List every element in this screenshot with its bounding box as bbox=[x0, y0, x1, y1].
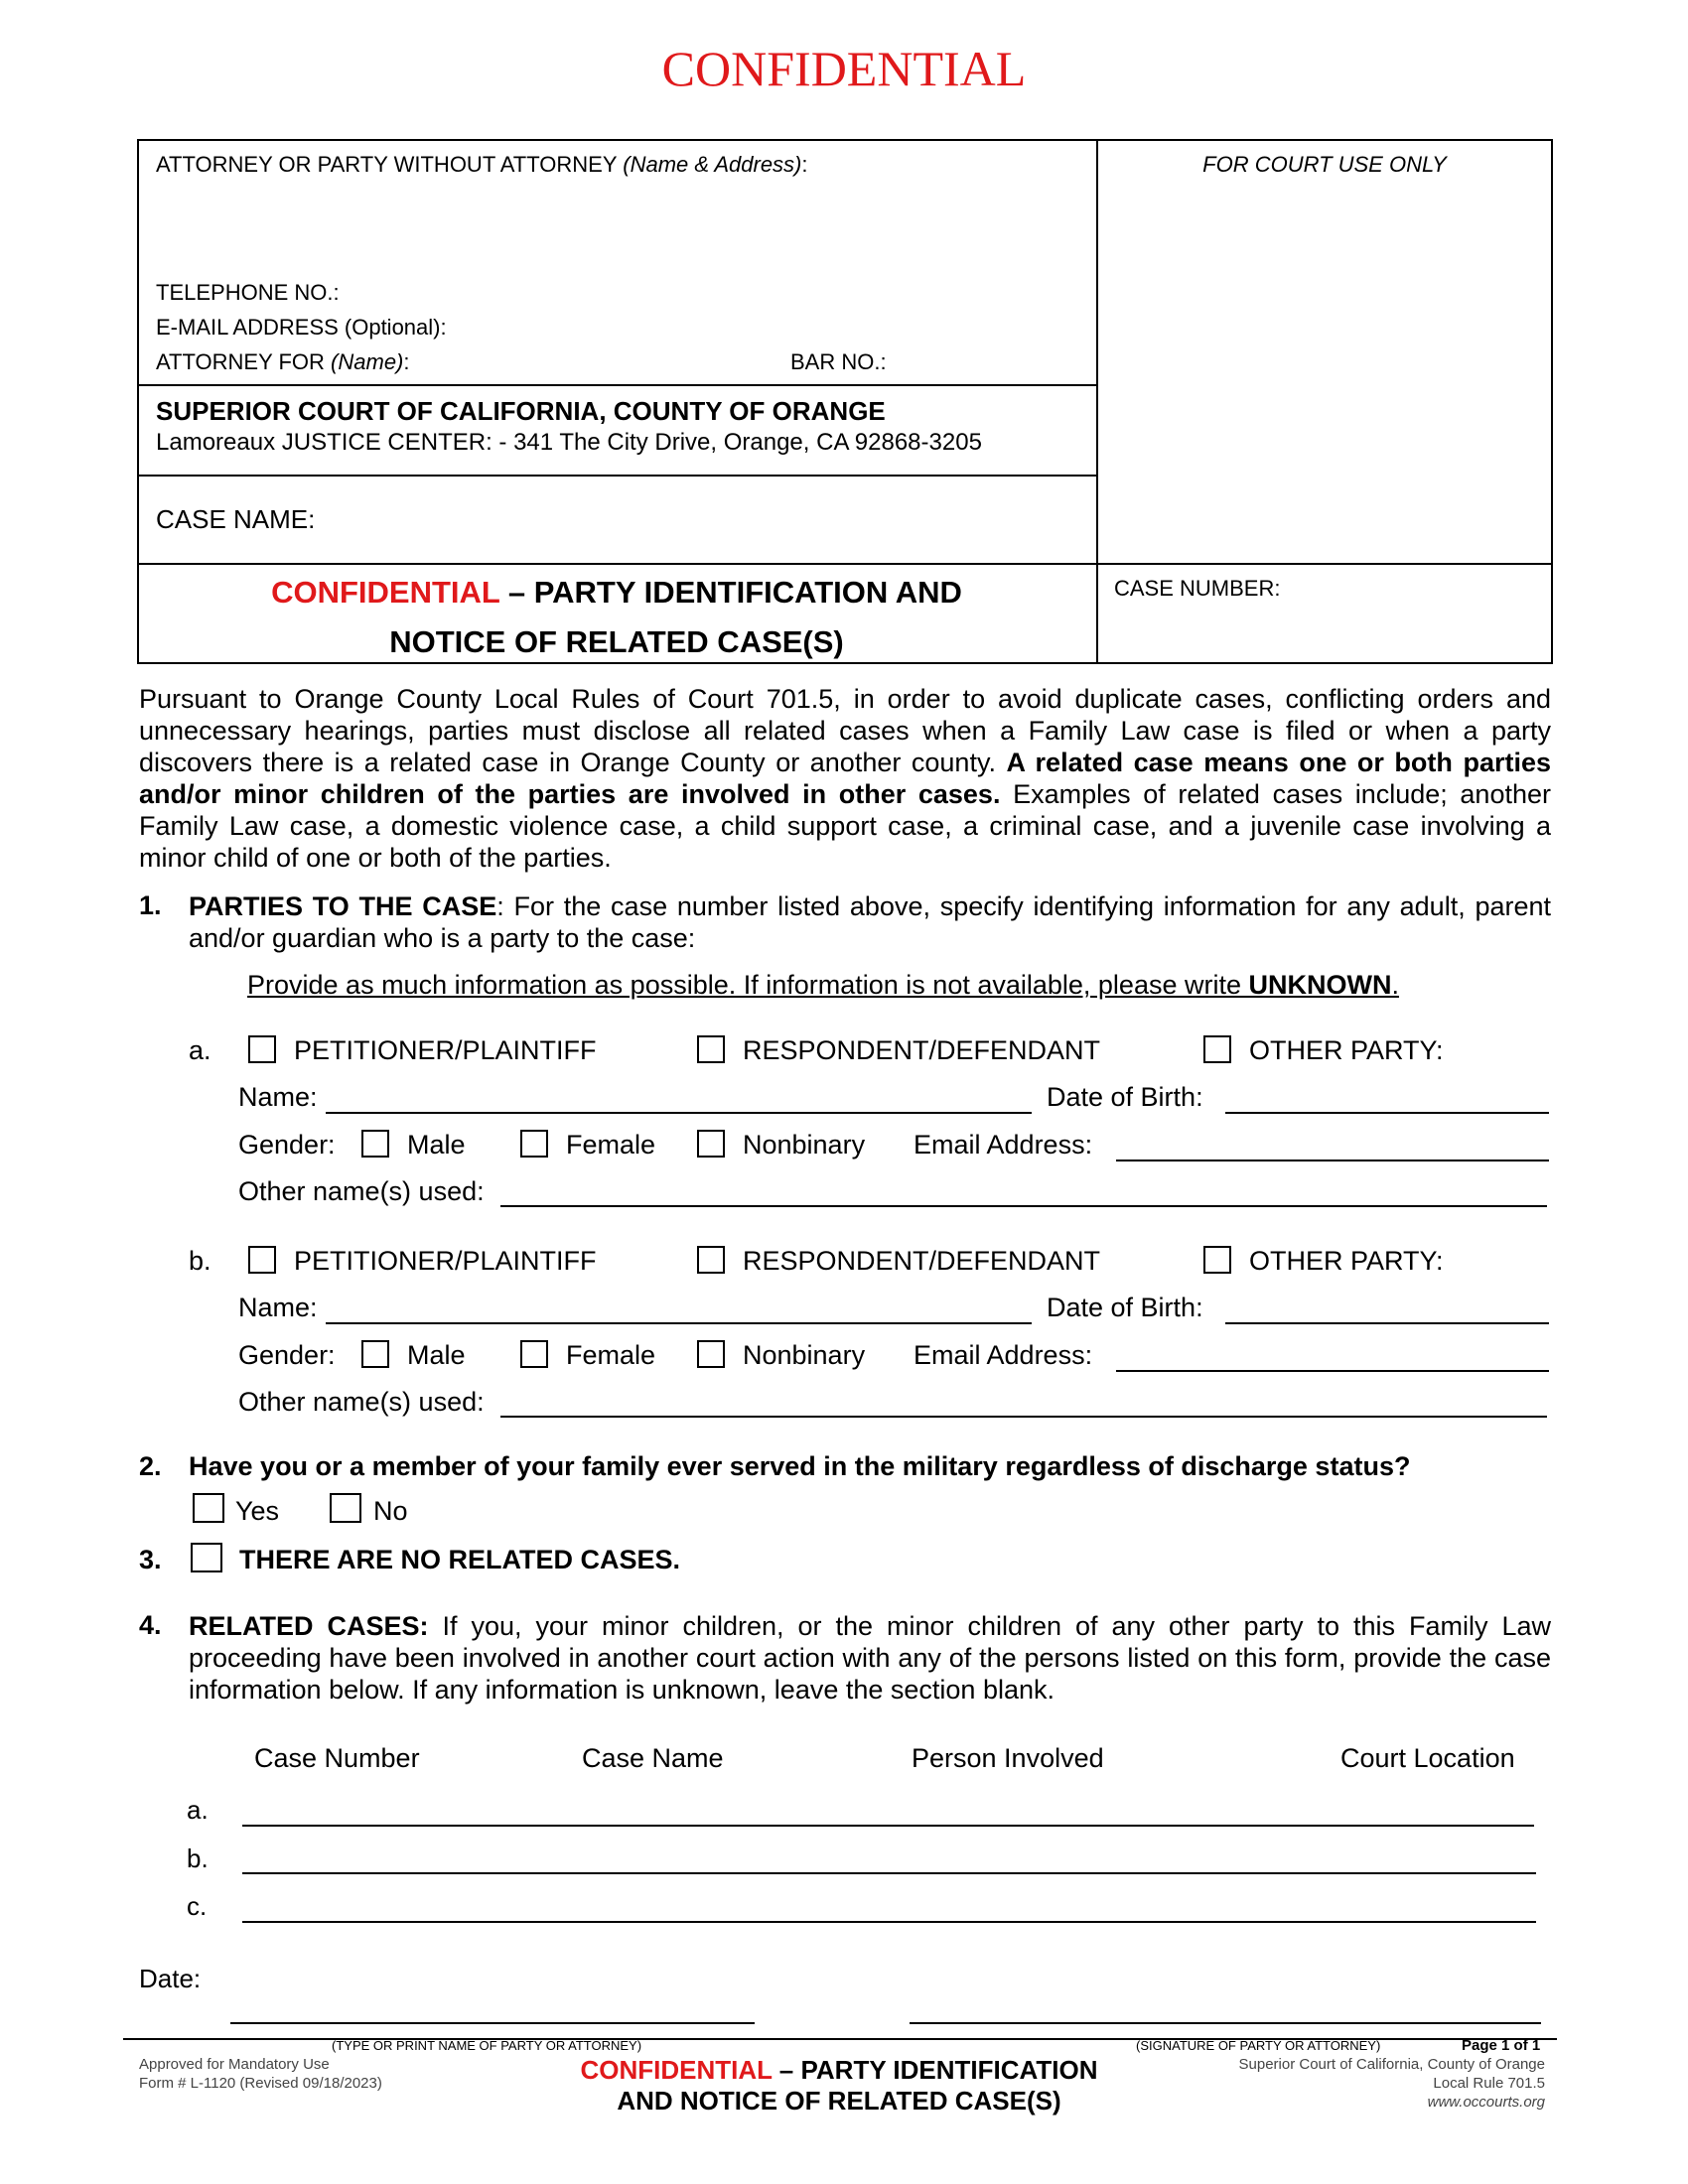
nonbinary-checkbox[interactable] bbox=[697, 1130, 725, 1158]
other-names-label: Other name(s) used: bbox=[238, 1176, 485, 1206]
female-checkbox[interactable] bbox=[520, 1130, 548, 1158]
female-label: Female bbox=[566, 1340, 656, 1370]
footer-form-title: CONFIDENTIAL – PARTY IDENTIFICATION AND NOTICE OF RELATED CASE(S) bbox=[580, 2055, 1098, 2116]
caption-divider-vertical bbox=[1096, 139, 1098, 664]
date-label: Date: bbox=[139, 1964, 202, 1993]
dob-field[interactable] bbox=[1225, 1322, 1549, 1324]
military-no-label: No bbox=[373, 1496, 408, 1526]
section-2-number: 2. bbox=[139, 1451, 162, 1481]
attorney-label: ATTORNEY OR PARTY WITHOUT ATTORNEY (Name & Address): bbox=[156, 152, 808, 177]
related-case-row-letter: b. bbox=[187, 1843, 209, 1873]
dob-field[interactable] bbox=[1225, 1112, 1549, 1114]
no-related-cases-label: THERE ARE NO RELATED CASES. bbox=[239, 1545, 681, 1574]
related-case-row-letter: a. bbox=[187, 1795, 209, 1825]
email-label: E-MAIL ADDRESS (Optional): bbox=[156, 315, 447, 340]
section-1-text: PARTIES TO THE CASE: For the case number listed above, specify identifying information for any adult, parent and/or guardian who is a party to the case: bbox=[189, 891, 1551, 953]
section-3-number: 3. bbox=[139, 1545, 162, 1574]
footer-rule: Local Rule 701.5 bbox=[1433, 2075, 1545, 2092]
gender-label: Gender: bbox=[238, 1130, 336, 1160]
court-name: SUPERIOR COURT OF CALIFORNIA, COUNTY OF ORANGE bbox=[156, 396, 886, 426]
gender-label: Gender: bbox=[238, 1340, 336, 1370]
signature-caption: (SIGNATURE OF PARTY OR ATTORNEY) bbox=[1136, 2038, 1381, 2053]
male-checkbox[interactable] bbox=[361, 1340, 389, 1368]
male-checkbox[interactable] bbox=[361, 1130, 389, 1158]
respondent-checkbox[interactable] bbox=[697, 1246, 725, 1274]
related-case-row-letter: c. bbox=[187, 1891, 208, 1921]
nonbinary-label: Nonbinary bbox=[743, 1130, 866, 1160]
name-field[interactable] bbox=[326, 1112, 1032, 1114]
respondent-checkbox[interactable] bbox=[697, 1035, 725, 1063]
page-header-title: CONFIDENTIAL bbox=[661, 41, 1027, 96]
column-header-person-involved: Person Involved bbox=[912, 1743, 1104, 1773]
caption-divider-2 bbox=[137, 475, 1096, 477]
other-party-checkbox[interactable] bbox=[1203, 1035, 1231, 1063]
caption-divider-3 bbox=[137, 563, 1553, 565]
caption-divider-1 bbox=[137, 384, 1096, 386]
male-label: Male bbox=[407, 1130, 466, 1160]
case-number-label: CASE NUMBER: bbox=[1114, 576, 1281, 601]
no-related-cases-checkbox[interactable] bbox=[191, 1543, 222, 1572]
name-field[interactable] bbox=[326, 1322, 1032, 1324]
court-use-only-label: FOR COURT USE ONLY bbox=[1202, 152, 1447, 177]
footer-website[interactable]: www.occourts.org bbox=[1427, 2094, 1545, 2111]
print-name-caption: (TYPE OR PRINT NAME OF PARTY OR ATTORNEY) bbox=[332, 2038, 642, 2053]
section-1-number: 1. bbox=[139, 890, 162, 920]
related-case-row[interactable] bbox=[242, 1825, 1534, 1827]
other-party-checkbox[interactable] bbox=[1203, 1246, 1231, 1274]
nonbinary-label: Nonbinary bbox=[743, 1340, 866, 1370]
signature-field[interactable] bbox=[910, 2022, 1541, 2024]
party-letter: b. bbox=[189, 1246, 211, 1276]
female-checkbox[interactable] bbox=[520, 1340, 548, 1368]
military-yes-label: Yes bbox=[235, 1496, 280, 1526]
court-address: Lamoreaux JUSTICE CENTER: - 341 The City Drive, Orange, CA 92868-3205 bbox=[156, 429, 982, 456]
footer-form-number: Form # L-1120 (Revised 09/18/2023) bbox=[139, 2075, 382, 2092]
female-label: Female bbox=[566, 1130, 656, 1160]
petitioner-label: PETITIONER/PLAINTIFF bbox=[294, 1246, 597, 1276]
military-yes-checkbox[interactable] bbox=[193, 1493, 224, 1523]
form-title: CONFIDENTIAL – PARTY IDENTIFICATION AND NOTICE OF RELATED CASE(S) bbox=[271, 575, 962, 659]
other-party-label: OTHER PARTY: bbox=[1249, 1035, 1444, 1065]
case-name-label: CASE NAME: bbox=[156, 504, 316, 534]
petitioner-checkbox[interactable] bbox=[248, 1035, 276, 1063]
email-address-field[interactable] bbox=[1116, 1160, 1549, 1161]
related-case-row[interactable] bbox=[242, 1872, 1536, 1874]
column-header-case-number: Case Number bbox=[254, 1743, 420, 1773]
military-no-checkbox[interactable] bbox=[330, 1493, 361, 1523]
dob-label: Date of Birth: bbox=[1047, 1293, 1203, 1322]
attorney-for-label: ATTORNEY FOR (Name): bbox=[156, 349, 410, 374]
other-names-field[interactable] bbox=[500, 1416, 1547, 1418]
intro-paragraph: Pursuant to Orange County Local Rules of Court 701.5, in order to avoid duplicate cases, conflicting orders and unnecessary hearings, parties must disclose all related cases when a Family Law case is filed or when a party discovers there is a related case in Orange County or another county. A related case means one or both parties and/or minor children of the parties are involved in other cases. Examples of related cases include; another Family Law case, a domestic violence case, a child support case, a criminal case, and a juvenile case involving a minor child of one or both of the parties. bbox=[139, 684, 1551, 873]
related-case-row[interactable] bbox=[242, 1921, 1536, 1923]
footer-court: Superior Court of California, County of Orange bbox=[1238, 2056, 1545, 2073]
name-label: Name: bbox=[238, 1082, 318, 1112]
respondent-label: RESPONDENT/DEFENDANT bbox=[743, 1246, 1101, 1276]
email-address-field[interactable] bbox=[1116, 1370, 1549, 1372]
email-address-label: Email Address: bbox=[914, 1340, 1093, 1370]
column-header-court-location: Court Location bbox=[1340, 1743, 1515, 1773]
dob-label: Date of Birth: bbox=[1047, 1082, 1203, 1112]
name-label: Name: bbox=[238, 1293, 318, 1322]
email-address-label: Email Address: bbox=[914, 1130, 1093, 1160]
male-label: Male bbox=[407, 1340, 466, 1370]
other-names-label: Other name(s) used: bbox=[238, 1387, 485, 1417]
other-party-label: OTHER PARTY: bbox=[1249, 1246, 1444, 1276]
section-4-text: RELATED CASES: If you, your minor children, or the minor children of any other party to this Family Law proceeding have been involved in another court action with any of the persons listed on this form, provide the case information below. If any information is unknown, leave the section blank. bbox=[189, 1611, 1552, 1705]
section-1-instruction: Provide as much information as possible. If information is not available, please write UNKNOWN. bbox=[247, 970, 1399, 1000]
party-letter: a. bbox=[189, 1035, 211, 1065]
print-name-field[interactable] bbox=[230, 2022, 755, 2024]
column-header-case-name: Case Name bbox=[582, 1743, 724, 1773]
section-2-question: Have you or a member of your family ever served in the military regardless of discharge status? bbox=[189, 1451, 1411, 1481]
section-4-number: 4. bbox=[139, 1610, 162, 1640]
respondent-label: RESPONDENT/DEFENDANT bbox=[743, 1035, 1101, 1065]
other-names-field[interactable] bbox=[500, 1205, 1547, 1207]
nonbinary-checkbox[interactable] bbox=[697, 1340, 725, 1368]
footer-approved: Approved for Mandatory Use bbox=[139, 2056, 330, 2073]
petitioner-label: PETITIONER/PLAINTIFF bbox=[294, 1035, 597, 1065]
bar-no-label: BAR NO.: bbox=[790, 349, 887, 374]
page-number: Page 1 of 1 bbox=[1462, 2037, 1541, 2054]
petitioner-checkbox[interactable] bbox=[248, 1246, 276, 1274]
telephone-label: TELEPHONE NO.: bbox=[156, 280, 340, 305]
